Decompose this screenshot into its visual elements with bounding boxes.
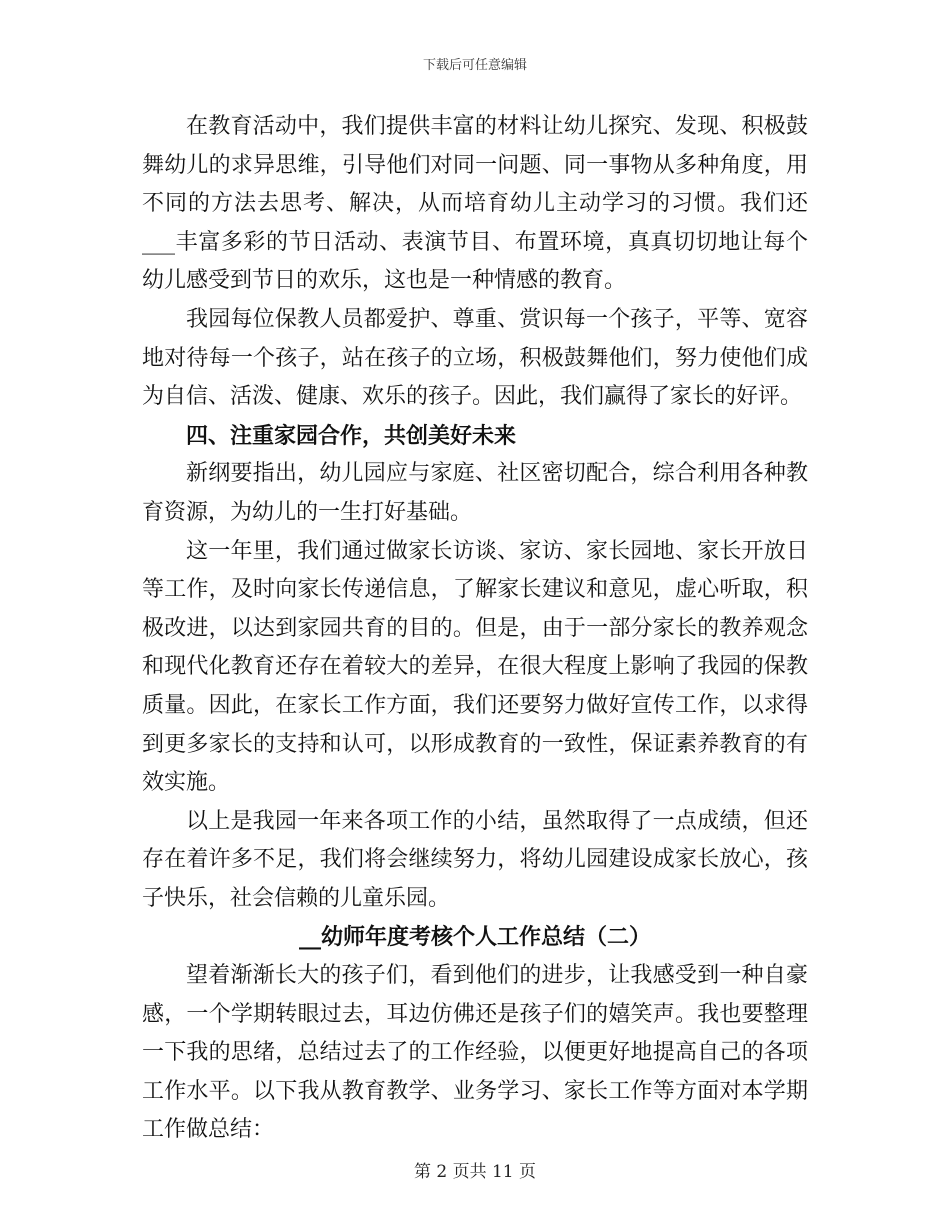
page-header: 下载后可任意编辑	[422, 58, 527, 73]
page-number-footer: 第 2 页共 11 页	[413, 1162, 537, 1182]
paragraph-activities: 在教育活动中，我们提供丰富的材料让幼儿探究、发现、积极鼓舞幼儿的求异思维，引导他们对同一问题、同一事物从多种角度，用不同的方法去思考、解决，从而培育幼儿主动学习的习惯。我们还___丰富多彩的节日活动、表演节目、布置环境，真真切切地让每个幼儿感受到节日的欢乐，这也是一种情感的教育。	[142, 114, 808, 294]
paragraph-staff-care: 我园每位保教人员都爱护、尊重、赏识每一个孩子，平等、宽容地对待每一个孩子，站在孩子的立场，积极鼓舞他们，努力使他们成为自信、活泼、健康、欢乐的孩子。因此，我们赢得了家长的好评。	[142, 306, 808, 410]
paragraph-summary: 以上是我园一年来各项工作的小结，虽然取得了一点成绩，但还存在着许多不足，我们将会继续努力，将幼儿园建设成家长放心，孩子快乐，社会信赖的儿童乐园。	[142, 808, 808, 911]
paragraph-new-outline: 新纲要指出，幼儿园应与家庭、社区密切配合，综合利用各种教育资源，为幼儿的一生打好基础。	[142, 461, 808, 525]
document-title-part-2: __幼师年度考核个人工作总结（二）	[298, 924, 651, 951]
paragraph-intro-part-2: 望着渐渐长大的孩子们，看到他们的进步，让我感受到一种自豪感，一个学期转眼过去，耳边仿佛还是孩子们的嬉笑声。我也要整理一下我的思绪，总结过去了的工作经验，以便更好地提高自己的各项工作水平。以下我从教育教学、业务学习、家长工作等方面对本学期工作做总结：	[142, 963, 808, 1143]
section-heading-4: 四、注重家园合作，共创美好未来	[186, 422, 517, 449]
document-body	[142, 108, 808, 1150]
paragraph-parent-work: 这一年里，我们通过做家长访谈、家访、家长园地、家长开放日等工作，及时向家长传递信息，了解家长建议和意见，虚心听取，积极改进，以达到家园共育的目的。但是，由于一部分家长的教养观念和现代化教育还存在着较大的差异，在很大程度上影响了我园的保教质量。因此，在家长工作方面，我们还要努力做好宣传工作，以求得到更多家长的支持和认可，以形成教育的一致性，保证素养教育的有效实施。	[142, 538, 808, 796]
